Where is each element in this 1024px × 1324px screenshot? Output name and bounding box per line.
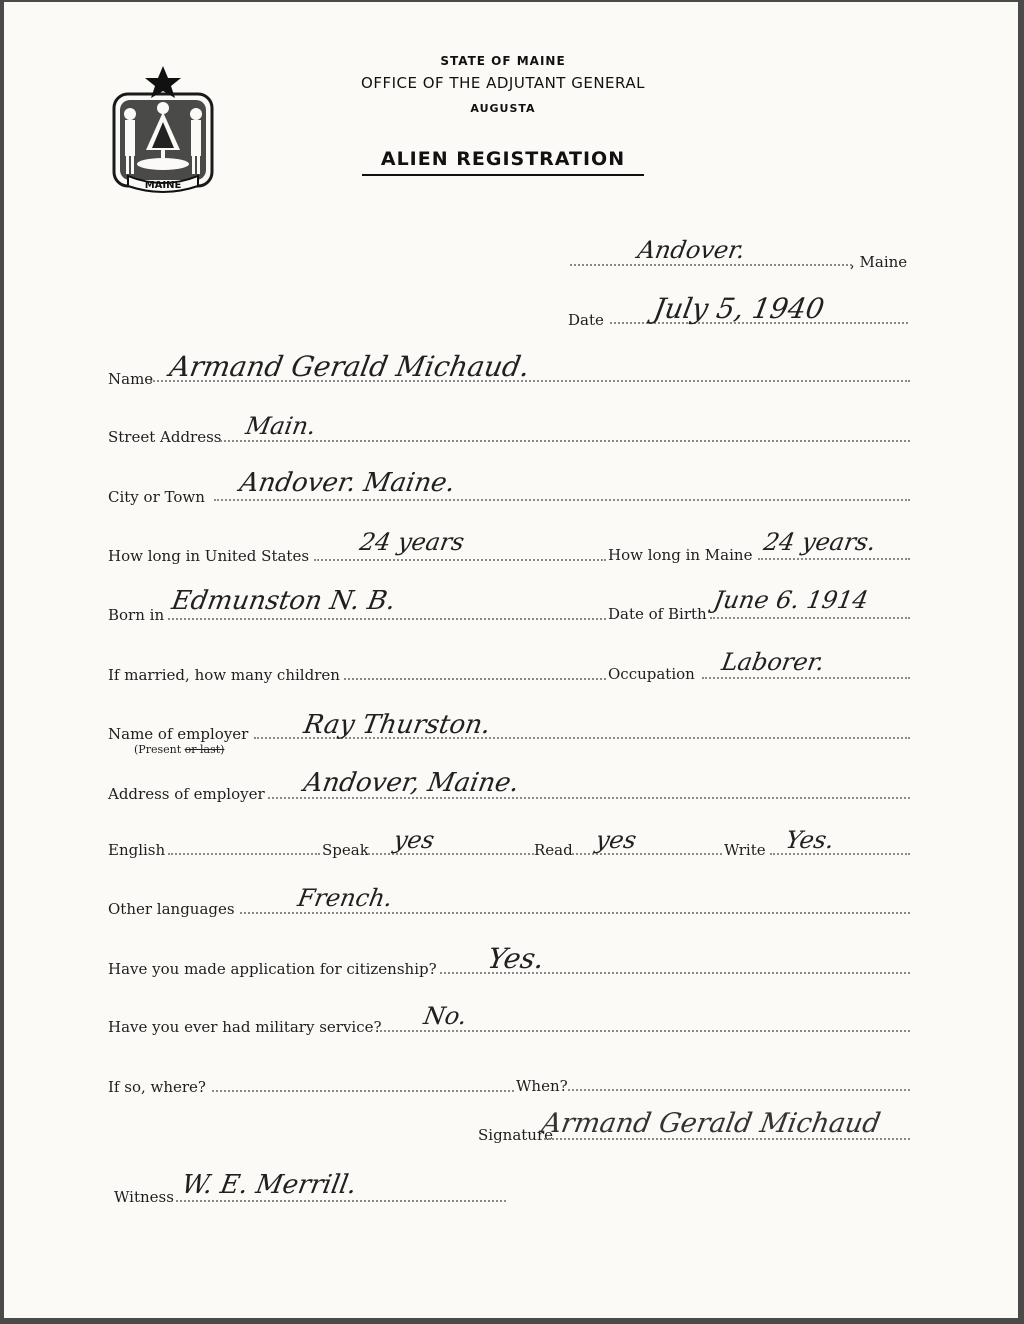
military-label: Have you ever had military service? — [108, 1018, 382, 1036]
name-label: Name — [108, 370, 154, 388]
birthplace-label: Born in — [108, 606, 165, 624]
other-languages-label: Other languages — [108, 900, 235, 918]
read-label: Read — [534, 841, 573, 859]
write-value: Yes. — [783, 826, 837, 854]
date-value: July 5, 1940 — [651, 292, 827, 325]
maine-duration-line — [758, 558, 910, 560]
maine-duration-value: 24 years. — [761, 528, 879, 556]
witness-value: W. E. Merrill. — [179, 1170, 359, 1200]
when-line — [568, 1089, 910, 1091]
dob-line — [710, 617, 910, 619]
employer-address-value: Andover, Maine. — [301, 768, 522, 798]
employer-sublabel-struck: or last) — [184, 743, 225, 756]
birthplace-value: Edmunston N. B. — [169, 586, 398, 616]
witness-label: Witness — [114, 1188, 174, 1206]
occupation-value: Laborer. — [719, 648, 827, 676]
other-languages-value: French. — [295, 884, 395, 912]
city-value: Andover. Maine. — [237, 468, 458, 498]
employer-address-label: Address of employer — [108, 785, 265, 803]
citizenship-label: Have you made application for citizenship? — [108, 960, 437, 978]
write-label: Write — [724, 841, 766, 859]
military-line — [380, 1030, 910, 1032]
employer-sublabel-present: (Present — [134, 743, 182, 756]
maine-duration-label: How long in Maine — [608, 546, 753, 564]
us-duration-value: 24 years — [357, 528, 467, 556]
children-label: If married, how many children — [108, 666, 340, 684]
us-duration-label: How long in United States — [108, 547, 310, 565]
town-value: Andover. — [635, 236, 748, 264]
street-line — [220, 440, 910, 442]
witness-line — [176, 1200, 506, 1202]
city-label: City or Town — [108, 488, 205, 506]
town-line — [570, 264, 852, 266]
employer-label: Name of employer — [108, 725, 249, 743]
birthplace-line — [168, 618, 606, 620]
date-label: Date — [568, 311, 604, 329]
occupation-label: Occupation — [608, 665, 695, 683]
signature-label: Signature — [478, 1126, 554, 1144]
employer-value: Ray Thurston. — [301, 710, 493, 740]
dob-label: Date of Birth — [608, 605, 707, 623]
speak-label: Speak — [322, 841, 369, 859]
occupation-line — [702, 677, 910, 679]
street-label: Street Address — [108, 428, 222, 446]
children-line — [344, 678, 606, 680]
where-label: If so, where? — [108, 1078, 206, 1096]
form-title: ALIEN REGISTRATION — [362, 148, 644, 176]
town-suffix-label: , Maine — [850, 253, 908, 271]
us-duration-line — [314, 559, 606, 561]
where-line — [212, 1090, 514, 1092]
employer-sublabel — [134, 743, 224, 756]
registration-form — [4, 2, 1018, 1318]
city-line — [214, 499, 910, 501]
state-heading: STATE OF MAINE — [440, 54, 566, 68]
signature-value: Armand Gerald Michaud — [539, 1108, 883, 1139]
english-label: English — [108, 841, 166, 859]
other-languages-line — [240, 912, 910, 914]
speak-value: yes — [391, 826, 437, 854]
name-value: Armand Gerald Michaud. — [167, 350, 533, 383]
read-value: yes — [593, 826, 639, 854]
street-value: Main. — [243, 412, 319, 440]
citizenship-value: Yes. — [485, 942, 547, 975]
dob-value: June 6. 1914 — [711, 586, 871, 614]
svg-text:MAINE: MAINE — [144, 180, 182, 191]
when-label: When? — [516, 1077, 568, 1095]
city-heading: AUGUSTA — [470, 102, 536, 115]
office-heading: OFFICE OF THE ADJUTANT GENERAL — [361, 74, 645, 92]
military-value: No. — [421, 1002, 470, 1030]
english-line — [168, 853, 320, 855]
